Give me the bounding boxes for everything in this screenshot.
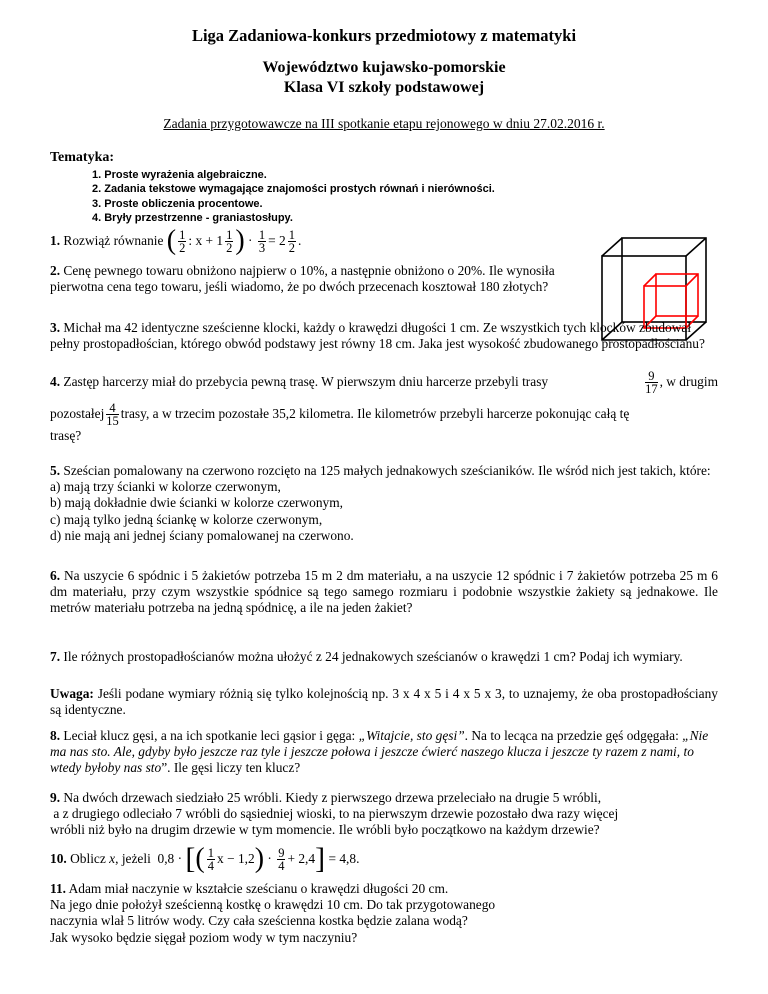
subtitle: Zadania przygotowawcze na III spotkanie etapu rejonowego w dniu 27.02.2016 r. xyxy=(163,116,605,131)
topic-item: 3. Proste obliczenia procentowe. xyxy=(92,197,263,210)
region-heading: Województwo kujawsko-pomorskie xyxy=(262,59,506,76)
task-8: 8. Leciał klucz gęsi, a na ich spotkanie leci gąsior i gęga: „Witajcie, sto gęsi”. Na to lecąca na przedzie gęś odgęgała: „Nie ma nas sto. Ale, gdyby było jeszcze raz tyle i jeszcze połowa i jeszcze ćwierć naszego klucza i jeszcze ty razem z nami, to wtedy byłoby nas sto”. Ile gęsi liczy ten klucz? xyxy=(50,728,709,776)
topic-item: 2. Zadania tekstowe wymagające znajomości prostych równań i nierówności. xyxy=(92,183,495,196)
task-11: 11. Adam miał naczynie w kształcie sześcianu o krawędzi długości 20 cm. Na jego dnie położył sześcienną kostkę o krawędzi 10 cm. Do tak przygotowanego naczynia wlał 5 litrów wody. Czy cała sześcienna kostka będzie zalana wodą? Jak wysoko będzie sięgał poziom wody w tym naczyniu? xyxy=(50,881,496,945)
fraction: $\frac{9}{17}$ xyxy=(645,369,658,396)
fraction: $\frac{9}{4}$ xyxy=(278,845,285,873)
fraction: $\frac{1}{2}$ xyxy=(179,227,186,255)
task-9: 9. Na dwóch drzewach siedziało 25 wróbli. Kiedy z pierwszego drzewa przeleciało na drugie 5 wróbli, a z drugiego odleciało 7 wróbli do sąsiedniej wioski, to na pierwszym drzewie pozostało dwa razy więcej wróbli niż było na drugim drzewie w tym momencie. Ile wróbli było początkowo na każdym drzewie? xyxy=(50,790,619,838)
outer-cube-back xyxy=(622,238,706,322)
task-10: 10. Oblicz x , jeżeli 0,8 · [ ( $\frac{1}{4}$ x − 1,2 ) · $\frac{9}{4}$ + 2,4 ] = 4,8. xyxy=(50,842,360,875)
fraction: $\frac{1}{2}$ xyxy=(226,227,233,255)
topic-item: 1. Proste wyrażenia algebraiczne. xyxy=(92,169,267,181)
fraction: $\frac{1}{3}$ xyxy=(258,227,266,255)
grade-heading: Klasa VI szkoły podstawowej xyxy=(283,79,485,96)
fraction: $\frac{4}{15}$ xyxy=(106,401,119,428)
task-4: 4. Zastęp harcerzy miał do przebycia pewną trasę. W pierwszym dniu harcerze przebyli trasy $\frac{9}{17}$ , w drugim pozostałej $\frac{4}{15}$ trasy, a w trzecim pozostałe 35,2 kilometra. Ile kilometrów przebyli harcerze pokonując całą tę trasę? xyxy=(50,369,718,443)
task-5: 5. Sześcian pomalowany na czerwono rozcięto na 125 małych jednakowych sześcianików. Ile wśród nich jest takich, które: a) mają trzy ścianki w kolorze czerwonym, b) mają dokładnie dwie ścianki w kolorze czerwonym, c) mają tylko jedną ściankę w kolorze czerwonym, d) nie mają ani jednej ściany pomalowanej na czerwono. xyxy=(50,463,711,543)
task-3: 3. Michał ma 42 identyczne sześcienne klocki, każdy o krawędzi długości 1 cm. Ze wszystkich tych klocków zbudował pełny prostopadłościan, którego obwód podstawy jest równy 18 cm. Jaka jest wysokość zbudowanego prostopadłościanu? xyxy=(50,320,705,352)
topics-list xyxy=(92,168,495,225)
task-2: 2. Cenę pewnego towaru obniżono najpierw o 10%, a następnie obniżono o 20%. Ile wynosiła pierwotna cena tego towaru, jeśli wiadomo, że po dwóch przecenach kosztował 180 złotych? xyxy=(50,263,555,295)
topic-item: 4. Bryły przestrzenne - graniastosłupy. xyxy=(92,211,293,224)
fraction: $\frac{1}{2}$ xyxy=(288,227,295,255)
task-1: 1. Rozwiąż równanie ( $\frac{1}{2}$ : x + 1 $\frac{1}{2}$ ) · $\frac{1}{3}$ = 2 $\frac{1}{2}$ . xyxy=(50,225,302,256)
fraction: $\frac{1}{4}$ xyxy=(207,845,214,873)
topics-heading: Tematyka: xyxy=(50,150,115,165)
task-6: 6. Na uszycie 6 spódnic i 5 żakietów potrzeba 15 m 2 dm materiału, a na uszycie 12 spódnic i 7 żakietów potrzeba 25 m 6 dm materiału, przy czym wszystkie spódnice są tego samego rozmiaru i podobnie wszystkie żakiety są jednakowe. Ile metrów materiału potrzeba na jedną spódnicę, a ile na jeden żakiet? xyxy=(50,568,718,616)
task-7: 7. Ile różnych prostopadłościanów można ułożyć z 24 jednakowych sześcianów o krawędzi 1 cm? Podaj ich wymiary. xyxy=(50,649,683,664)
note: Uwaga: Jeśli podane wymiary różnią się tylko kolejnością np. 3 x 4 x 5 i 4 x 5 x 3, to uznajemy, że oba prostopadłościany są identyczne. xyxy=(50,686,718,718)
document-title: Liga Zadaniowa-konkurs przedmiotowy z matematyki xyxy=(191,26,577,45)
